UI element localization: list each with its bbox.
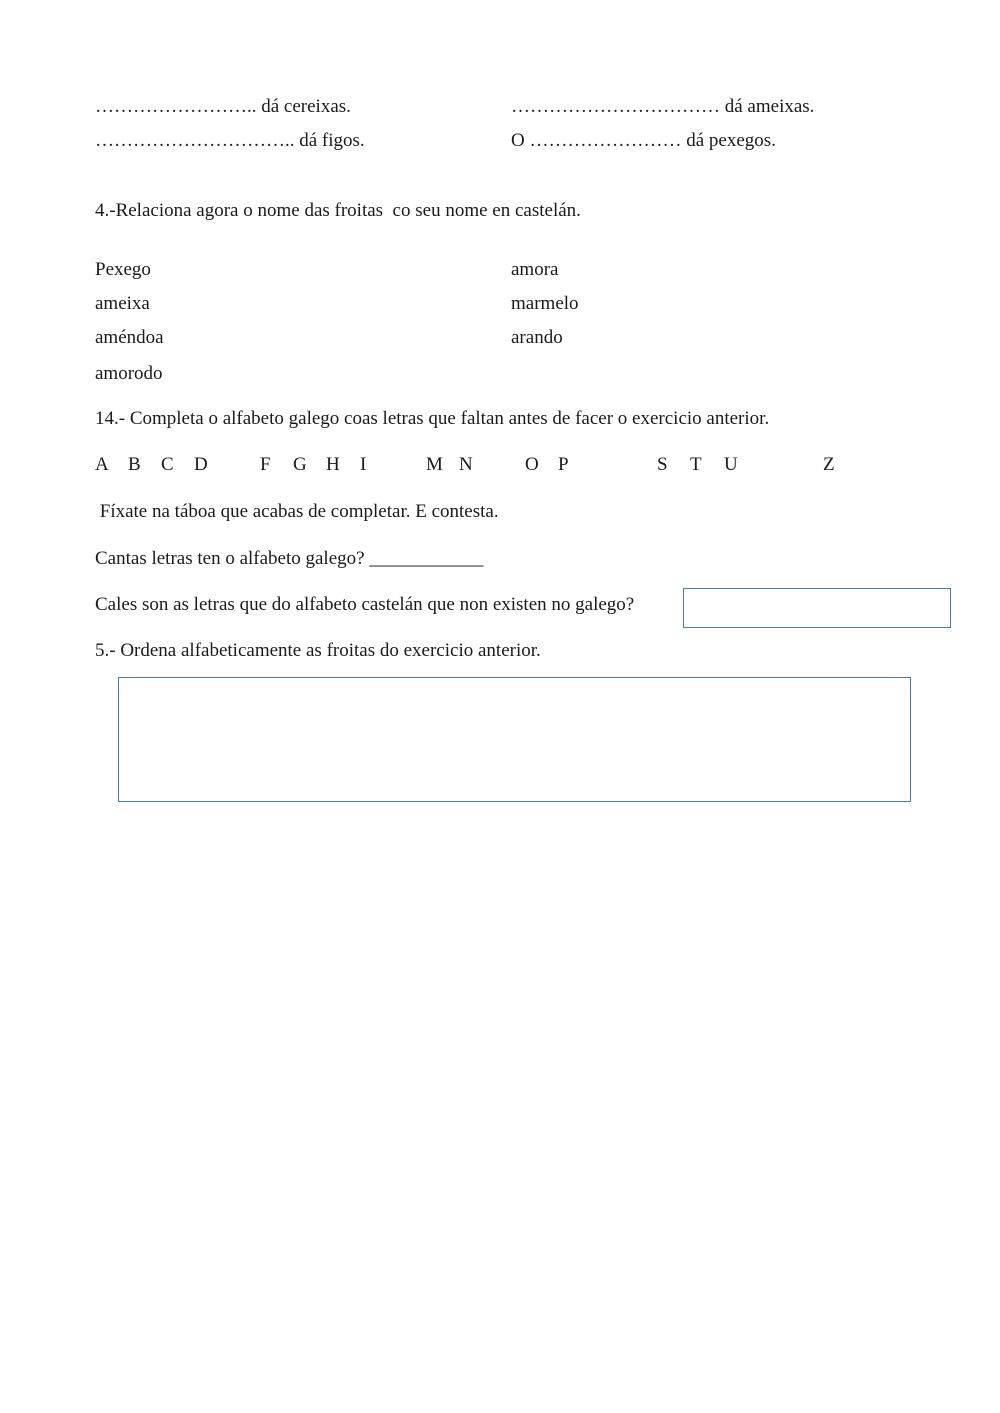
word-pexego: Pexego [95,259,151,280]
alphabet-letter: P [558,454,569,475]
alphabetical-order-input[interactable] [119,678,910,801]
alphabetical-order-answer-box[interactable] [118,677,911,802]
word-marmelo: marmelo [511,293,579,314]
alphabet-letter: Z [823,454,835,475]
question-letter-count: Cantas letras ten o alfabeto galego? ____________ [95,548,484,569]
alphabet-letter: D [194,454,208,475]
fill-line-figos: ………………………….. dá figos. [95,130,365,151]
alphabet-letter: C [161,454,174,475]
missing-letters-input[interactable] [684,589,950,627]
alphabet-letter: G [293,454,307,475]
alphabet-letter: F [260,454,271,475]
alphabet-letter: B [128,454,141,475]
word-arando: arando [511,327,563,348]
exercise-4-title: 4.-Relaciona agora o nome das froitas co seu nome en castelán. [95,200,581,221]
alphabet-letter: I [360,454,367,475]
alphabet-letter: A [95,454,109,475]
fill-line-pexegos: O …………………… dá pexegos. [511,130,776,151]
alphabet-letter: T [690,454,702,475]
alphabet-letter: O [525,454,539,475]
alphabet-letter: M [426,454,443,475]
fill-line-cereixas: …………………….. dá cereixas. [95,96,351,117]
alphabet-letter: H [326,454,340,475]
exercise-14-title: 14.- Completa o alfabeto galego coas letras que faltan antes de facer o exercicio anterior. [95,408,770,429]
alphabet-letter: S [657,454,668,475]
missing-letters-answer-box[interactable] [683,588,951,628]
exercise-14-instruction: Fíxate na táboa que acabas de completar. E contesta. [95,501,499,522]
word-amorodo: amorodo [95,363,163,384]
alphabet-letter: U [724,454,738,475]
question-missing-letters: Cales son as letras que do alfabeto castelán que non existen no galego? [95,594,635,615]
word-amora: amora [511,259,559,280]
alphabet-letter: N [459,454,473,475]
word-ameixa: ameixa [95,293,150,314]
fill-line-ameixas: …………………………… dá ameixas. [511,96,815,117]
word-amendoa: améndoa [95,327,164,348]
exercise-5-title: 5.- Ordena alfabeticamente as froitas do exercicio anterior. [95,640,541,661]
